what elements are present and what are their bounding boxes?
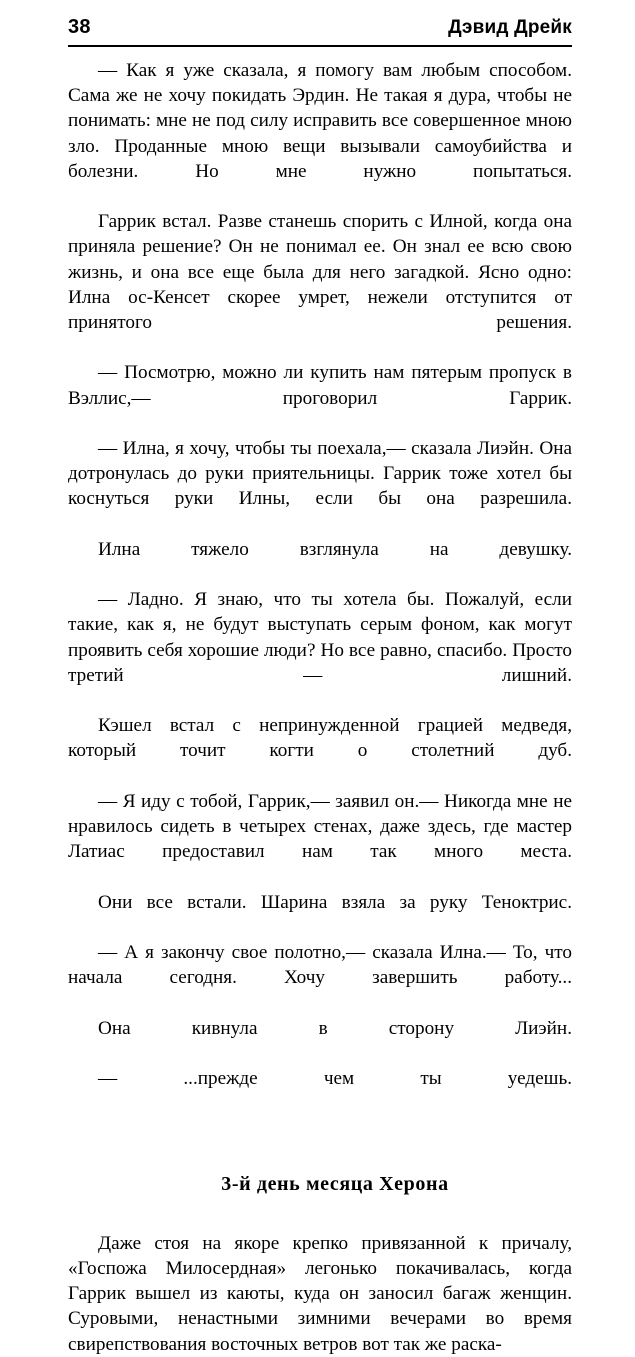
paragraph: Гаррик встал. Разве станешь спорить с Илной, когда она приняла решение? Он не понимал ее. Он знал ее всю свою жизнь, и она все еще была для него загадкой. Ясно одно: Илна ос-Кенсет скорее умрет, нежели отступится от принятого решения. bbox=[68, 211, 572, 334]
running-title: Дэвид Дрейк bbox=[448, 17, 572, 38]
paragraph: — Ладно. Я знаю, что ты хотела бы. Пожалуй, если такие, как я, не будут выступать серым фоном, как могут проявить себя хорошие люди? Но все равно, спасибо. Просто третий — лишний. bbox=[68, 589, 572, 686]
paragraph: Она кивнула в сторону Лиэйн. bbox=[98, 1017, 572, 1039]
paragraph: Илна тяжело взглянула на девушку. bbox=[98, 538, 572, 560]
page-number: 38 bbox=[68, 16, 91, 38]
paragraph: Даже стоя на якоре крепко привязанной к причалу, «Госпожа Милосердная» легонько покачивалась, когда Гаррик вышел из каюты, куда он заносил багаж женщин. Суровыми, ненастными зимними вечерами во время свирепствования восточных ветров вот так же раска- bbox=[68, 1232, 572, 1355]
paragraph: — Посмотрю, можно ли купить нам пятерым пропуск в Вэллис,— проговорил Гаррик. bbox=[68, 362, 572, 409]
paragraph: — ...прежде чем ты уедешь. bbox=[98, 1068, 572, 1090]
paragraph: — Илна, я хочу, чтобы ты поехала,— сказала Лиэйн. Она дотронулась до руки приятельницы. Гаррик тоже хотел бы коснуться руки Илны, если бы она разрешила. bbox=[68, 438, 572, 510]
header-divider bbox=[68, 45, 572, 47]
paragraph: Кэшел встал с непринужденной грацией медведя, который точит когти о столетний дуб. bbox=[68, 715, 572, 762]
page-header bbox=[68, 16, 572, 39]
body-text bbox=[68, 58, 572, 1357]
paragraph: — Я иду с тобой, Гаррик,— заявил он.— Никогда мне не нравилось сидеть в четырех стенах, даже здесь, где мастер Латиас предоставил нам так много места. bbox=[68, 790, 572, 863]
paragraph: — А я закончу свое полотно,— сказала Илна.— То, что начала сегодня. Хочу завершить работу... bbox=[68, 942, 572, 989]
section-heading: 3-й день месяца Херона bbox=[221, 1172, 449, 1195]
paragraph: Они все встали. Шарина взяла за руку Теноктрис. bbox=[98, 891, 572, 913]
paragraph: — Как я уже сказала, я помогу вам любым способом. Сама же не хочу покидать Эрдин. Не такая я дура, чтобы не понимать: мне не под силу исправить все совершенное мною зло. Проданные мною вещи вызывали самоубийства и болезни. Но мне нужно попытаться. bbox=[68, 60, 572, 182]
